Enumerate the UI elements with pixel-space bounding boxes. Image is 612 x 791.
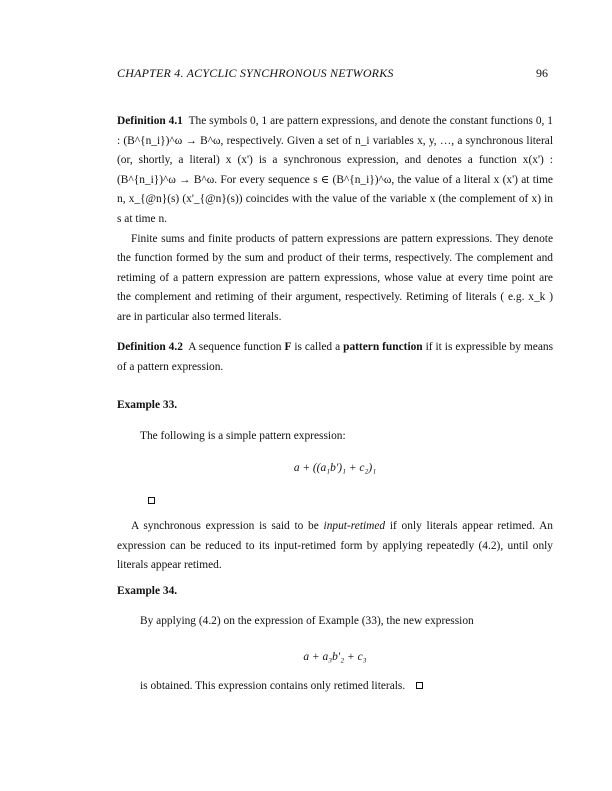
page-number: 96 [536, 66, 548, 80]
definition-4-2-label: Definition 4.2 [117, 341, 183, 353]
example-33-formula: a + ((a₁b')₁ + c₂)₁ [293, 462, 377, 474]
definition-4-2: Definition 4.2 A sequence function F is called a pattern function if it is expressible by means of a pattern expression. [117, 341, 554, 373]
definition-4-1-label: Definition 4.1 [117, 115, 183, 127]
definition-4-1 [117, 112, 553, 328]
example-34-text: By applying (4.2) on the expression of Example (33), the new expression [140, 615, 474, 627]
example-34-formula: a + a₃b'₂ + c₃ [303, 651, 367, 663]
example-34-title: Example 34. [117, 585, 178, 597]
definition-4-1-para1: The symbols 0, 1 are pattern expressions, and denote the constant functions 0, 1 : (B^{n_i})^ω → B^ω, respectively. Given a set of n_i variables x, y, …, a synchronous literal (or, shortly, a literal) x (x') is a synchronous expression, and denotes a function x(x') : (B^{n_i})^ω → B^ω. For every sequence s ∈ (B^{n_i})^ω, the value of a literal x (x') at time n, x_{@n}(s) (x'_{@n}(s)) coincides with the value of the variable x (the complement of x) in s at time n. [117, 115, 553, 225]
input-retimed-term: input-retimed [323, 520, 386, 532]
example-33-title: Example 33. [117, 399, 178, 411]
qed-square-icon [148, 491, 155, 509]
qed-square-icon [416, 682, 423, 689]
running-header: CHAPTER 4. ACYCLIC SYNCHRONOUS NETWORKS [117, 66, 394, 80]
pattern-function-term: pattern function [343, 341, 423, 353]
definition-4-1-para2: Finite sums and finite products of pattern expressions are pattern expressions. They denote the function formed by the sum and product of their terms, respectively. The complement and retiming of a pattern expression are pattern expressions, whose value at every time point are the complement and retiming of their argument, respectively. Retiming of literals ( e.g. x_k ) are in particular also termed literals. [117, 232, 553, 323]
input-retimed-paragraph: A synchronous expression is said to be input-retimed if only literals appear retimed. An expression can be reduced to its input-retimed form by applying repeatedly (4.2), until only literals appear retimed. [117, 520, 553, 572]
example-34-after: is obtained. This expression contains only retimed literals. [140, 680, 423, 692]
example-33-text: The following is a simple pattern expression: [140, 430, 346, 442]
